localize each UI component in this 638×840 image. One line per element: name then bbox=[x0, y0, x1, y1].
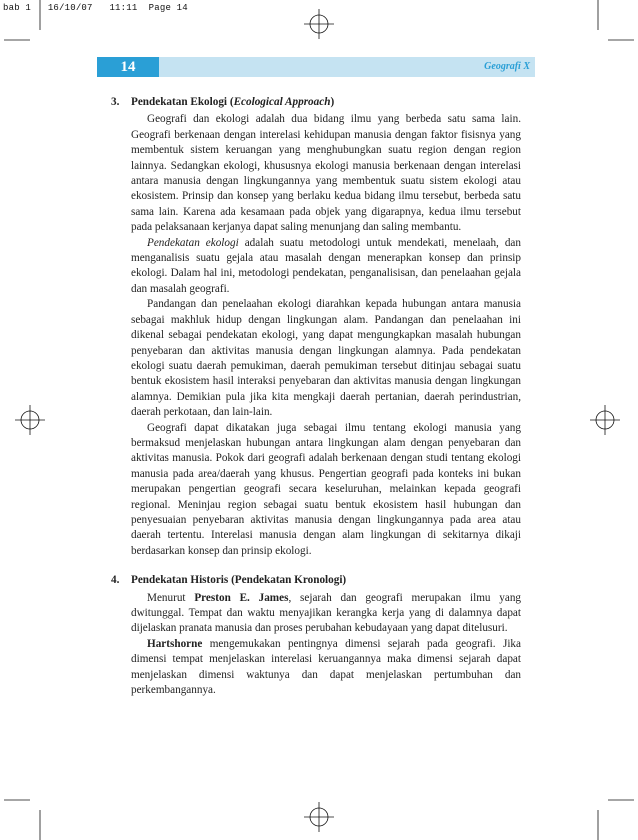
section-title-italic: Ecological Approach bbox=[233, 96, 331, 108]
section-title-end: ) bbox=[330, 96, 335, 108]
page-number: 14 bbox=[97, 57, 159, 77]
section-number: 4. bbox=[111, 574, 120, 587]
running-title: Geografi X bbox=[484, 61, 530, 72]
slug-date: 16/10/07 bbox=[47, 3, 93, 13]
slug-file: bab 1 bbox=[3, 3, 32, 13]
paragraph: Geografi dapat dikatakan juga sebagai ilmu tentang ekologi manusia yang bermaksud menjelaskan hubungan antara lingkungan alam dengan penyebaran dan aktivitas manusia. Pokok dari geografi adalah berkenaan dengan studi tentang ekologi manusia pada area/daerah yang khusus. Pengertian geografi pada konteks ini bukan merupakan pengertian geografi secara keseluruhan, melainkan kepada geografi regional. Meninjau region sebagai suatu bentuk ekosistem hasil hubungan dan penyesuaian penyebaran aktivitas manusia dengan lingkungannya pada area atau daerah tertentu. Interelasi manusia dengan alam lingkungan di sekitarnya dikaji berdasarkan konsep dan prinsip ekologi. bbox=[131, 421, 521, 557]
page-header-band bbox=[97, 57, 535, 77]
slug-time: 11:11 bbox=[109, 3, 138, 13]
paragraph-text: Menurut bbox=[147, 591, 195, 604]
paragraph: Geografi dan ekologi adalah dua bidang ilmu yang berbeda satu sama lain. Geografi berkenaan dengan interelasi kehidupan manusia dengan faktor fisisnya yang membentuk sistem keruangan yang menghubungkan suatu region dengan region lainnya. Sedangkan ekologi, khususnya ekologi manusia berkenaan dengan interelasi antara manusia dengan lingkungannya yang membentuk suatu sistem ekologi atau ekosistem. Prinsip dan konsep yang berlaku kedua bidang ilmu tersebut, berbeda satu sama lain. Karena ada kesamaan pada objek yang digarapnya, kedua ilmu tersebut pada pelaksanaan kerjanya dapat saling menunjang dan saling membantu. bbox=[131, 113, 521, 234]
paragraph bbox=[131, 591, 521, 637]
registration-mark-top bbox=[304, 9, 334, 39]
registration-mark-left bbox=[15, 405, 45, 435]
person-name: Hartshorne bbox=[147, 637, 203, 650]
body-text bbox=[111, 95, 521, 698]
section-title: Pendekatan Historis (Pendekatan Kronologi) bbox=[131, 574, 347, 587]
paragraph: Pandangan dan penelaahan ekologi diarahkan kepada hubungan antara manusia sebagai makhluk hidup dengan lingkungan alam. Pandangan dan penelaahan ini dikenal sebagai pendekatan ekologi, yang dapat mengungkapkan masalah hubungan penyebaran dan aktivitas manusia dengan lingkungan alamnya. Pada pendekatan ekologi suatu daerah pemukiman, daerah pemukiman tersebut ditinjau sebagai suatu bentuk ekosistem hasil interaksi penyebaran dan aktivitas manusia dengan lingkungan alamnya. Demikian pula jika kita mengkaji daerah pertanian, daerah perindustrian, daerah perkotaan, dan lain-lain. bbox=[131, 298, 521, 419]
paragraph-text: adalah suatu metodologi untuk mendekati, menelaah, dan menganalisis suatu gejala atau masalah dengan menerapkan konsep dan prinsip ekologi. Dalam hal ini, metodologi pendekatan, penganalisisan, dan penelaahan gejala dan masalah geografi. bbox=[131, 236, 521, 295]
person-name: Preston E. James bbox=[194, 591, 289, 604]
section-title-text: Pendekatan Ekologi ( bbox=[131, 96, 234, 108]
slug-page: Page 14 bbox=[148, 3, 188, 13]
paragraph-text: mengemukakan pentingnya dimensi sejarah pada geografi. Jika dimensi tempat menjelaskan interelasi keruangannya maka dimensi sejarah dapat menjelaskan dimensi waktunya dan dapat menjelaskan pertumbuhan dan perkembangannya. bbox=[131, 637, 521, 697]
section-title bbox=[131, 95, 521, 110]
section-historical-approach bbox=[111, 573, 521, 698]
section-number: 3. bbox=[111, 96, 120, 108]
paragraph bbox=[131, 637, 521, 699]
registration-mark-right bbox=[590, 405, 620, 435]
section-ecological-approach bbox=[111, 95, 521, 559]
paragraph-text: , sejarah dan geografi merupakan ilmu yang dwitunggal. Tempat dan waktu menyajikan kerangka kerja yang di dalamnya dapat dijelaskan pranata manusia dan proses perubahan kebudayaan yang dapat ditelusuri. bbox=[131, 591, 522, 635]
paragraph bbox=[131, 236, 521, 298]
registration-mark-bottom bbox=[304, 802, 334, 832]
term-italic: Pendekatan ekologi bbox=[147, 236, 239, 249]
